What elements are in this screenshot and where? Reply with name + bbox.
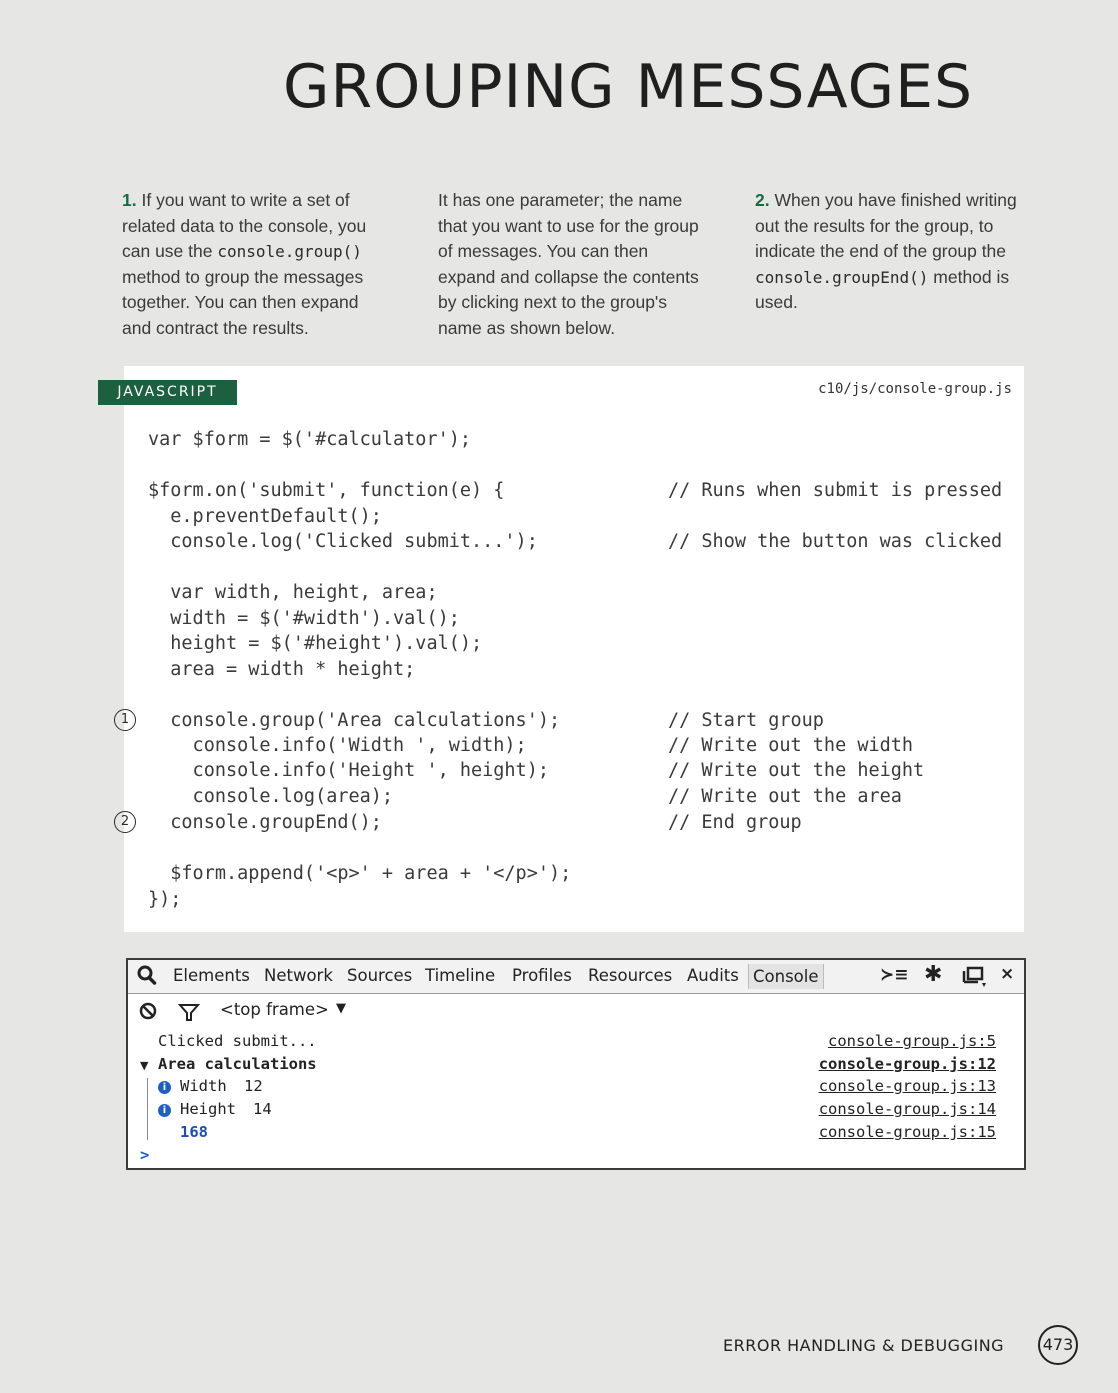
- intro-column-1: [122, 188, 390, 341]
- callout-1: 1: [114, 709, 136, 731]
- code-line: width = $('#width').val();: [148, 608, 460, 629]
- code-line: console.groupEnd();: [148, 812, 382, 833]
- gear-icon[interactable]: ✱: [924, 962, 943, 987]
- code-comment: // Write out the height: [668, 760, 925, 781]
- log-area-value: 168: [180, 1123, 208, 1141]
- intro-text-3b: method is used.: [755, 266, 1010, 312]
- source-link[interactable]: console-group.js:12: [818, 1055, 996, 1073]
- code-comment: // Runs when submit is pressed: [668, 480, 1003, 501]
- tab-elements[interactable]: Elements: [173, 966, 250, 985]
- page-number: 473: [1038, 1325, 1078, 1365]
- intro-text-1b: method to group the messages together. You can then expand and contract the results.: [122, 266, 364, 338]
- info-icon: i: [158, 1104, 171, 1117]
- console-prompt[interactable]: >: [140, 1146, 150, 1164]
- file-path: c10/js/console-group.js: [818, 381, 1012, 397]
- group-indent-line: [147, 1078, 148, 1140]
- dock-icon[interactable]: [962, 966, 988, 992]
- log-width-value: 12: [244, 1077, 263, 1095]
- intro-column-3: [755, 188, 1023, 316]
- source-link[interactable]: console-group.js:5: [828, 1032, 996, 1050]
- code-line: console.log('Clicked submit...');: [148, 531, 538, 552]
- code-line: });: [148, 889, 182, 910]
- tab-audits[interactable]: Audits: [687, 966, 739, 985]
- console-group-code: console.group(): [217, 242, 362, 261]
- devtools-filterbar: [128, 995, 1024, 1025]
- code-line: console.info('Width ', width);: [148, 735, 527, 756]
- filter-icon[interactable]: [178, 1002, 200, 1026]
- code-comment: // Start group: [668, 710, 824, 731]
- code-line: $form.on('submit', function(e) {: [148, 480, 505, 501]
- code-line: $form.append('<p>' + area + '</p>');: [148, 863, 572, 884]
- execute-icon[interactable]: ≻≡: [880, 965, 909, 985]
- clear-icon[interactable]: [138, 1001, 158, 1025]
- page-title: GROUPING MESSAGES: [283, 52, 974, 122]
- console-groupend-code: console.groupEnd(): [755, 267, 929, 287]
- code-line: console.group('Area calculations');: [148, 710, 561, 731]
- tab-network[interactable]: Network: [264, 966, 333, 985]
- callout-2: 2: [114, 811, 136, 833]
- source-link[interactable]: console-group.js:14: [818, 1100, 996, 1118]
- code-line: e.preventDefault();: [148, 506, 382, 527]
- code-comment: // Write out the width: [668, 735, 914, 756]
- intro-text-2: It has one parameter; the name that you want to use for the group of messages. You can then expand and collapse the contents by clicking next to the group's name as shown below.: [438, 190, 699, 338]
- source-link[interactable]: console-group.js:15: [818, 1123, 996, 1141]
- step-number-1: 1.: [122, 190, 137, 210]
- log-width-label: Width: [180, 1077, 227, 1095]
- step-number-2: 2.: [755, 190, 770, 210]
- devtools-toolbar: [128, 960, 1024, 994]
- log-height-value: 14: [253, 1100, 272, 1118]
- close-icon[interactable]: ×: [1000, 964, 1015, 984]
- tab-profiles[interactable]: Profiles: [512, 966, 572, 985]
- intro-column-2: [438, 188, 706, 341]
- code-line: var width, height, area;: [148, 582, 438, 603]
- devtools-panel: [126, 958, 1026, 1170]
- code-line: console.info('Height ', height);: [148, 760, 549, 781]
- code-comment: // Show the button was clicked: [668, 531, 1003, 552]
- chevron-down-icon[interactable]: ▼: [336, 1001, 346, 1016]
- log-message: Clicked submit...: [158, 1032, 317, 1050]
- code-line: area = width * height;: [148, 659, 416, 680]
- language-label: JAVASCRIPT: [98, 380, 237, 405]
- frame-select[interactable]: <top frame>: [220, 1000, 329, 1019]
- log-group-title[interactable]: Area calculations: [158, 1055, 317, 1073]
- info-icon: i: [158, 1081, 171, 1094]
- search-icon[interactable]: [137, 964, 157, 990]
- source-link[interactable]: console-group.js:13: [818, 1077, 996, 1095]
- code-line: height = $('#height').val();: [148, 633, 483, 654]
- code-line: console.log(area);: [148, 786, 394, 807]
- intro-text-1a: If you want to write a set of related data to the console, you can use the: [122, 190, 367, 261]
- tab-resources[interactable]: Resources: [588, 966, 673, 985]
- code-line: var $form = $('#calculator');: [148, 429, 472, 450]
- intro-text-3a: When you have finished writing out the results for the group, to indicate the end of the group the: [755, 190, 1017, 261]
- tab-console[interactable]: Console: [748, 964, 824, 989]
- code-comment: // End group: [668, 812, 802, 833]
- log-height-label: Height: [180, 1100, 236, 1118]
- chapter-title: ERROR HANDLING & DEBUGGING: [723, 1336, 1005, 1355]
- expand-triangle-icon[interactable]: ▼: [140, 1059, 149, 1072]
- tab-sources[interactable]: Sources: [347, 966, 413, 985]
- tab-timeline[interactable]: Timeline: [425, 966, 496, 985]
- code-comment: // Write out the area: [668, 786, 902, 807]
